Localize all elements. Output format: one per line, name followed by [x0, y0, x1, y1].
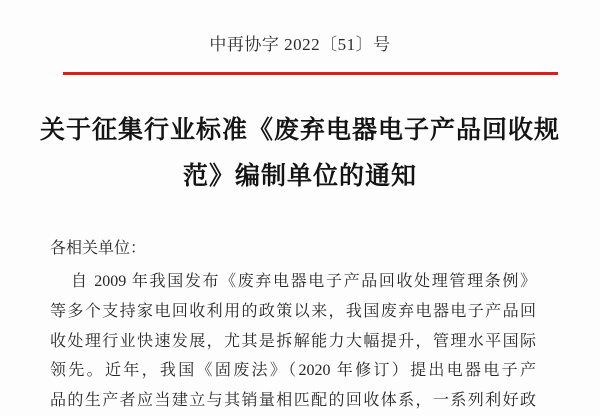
paragraph-line: 领先。近年，我国《固废法》（2020 年修订）提出电器电子产: [50, 362, 536, 380]
paragraph-line-clipped: 品的生产者应当建立与其销量相匹配的回收体系，一系列利好政: [50, 392, 536, 410]
red-divider-rule: [63, 72, 558, 75]
paragraph-line: 自 2009 年我国发布《废弃电器电子产品回收处理管理条例》: [71, 273, 536, 290]
paragraph-line: 等多个支持家电回收利用的政策以来，我国废弃电器电子产品回: [50, 302, 536, 320]
document-number: 中再协字 2022〔51〕号: [209, 35, 391, 54]
paragraph-line: 收处理行业快速发展，尤其是拆解能力大幅提升，管理水平国际: [50, 332, 536, 350]
document-body: [50, 237, 536, 416]
page-title-line-2: 范》编制单位的通知: [182, 162, 417, 190]
page-title-line-1: 关于征集行业标准《废弃电器电子产品回收规: [39, 116, 560, 144]
page-title: [20, 107, 580, 199]
salutation: 各相关单位：: [50, 240, 147, 257]
